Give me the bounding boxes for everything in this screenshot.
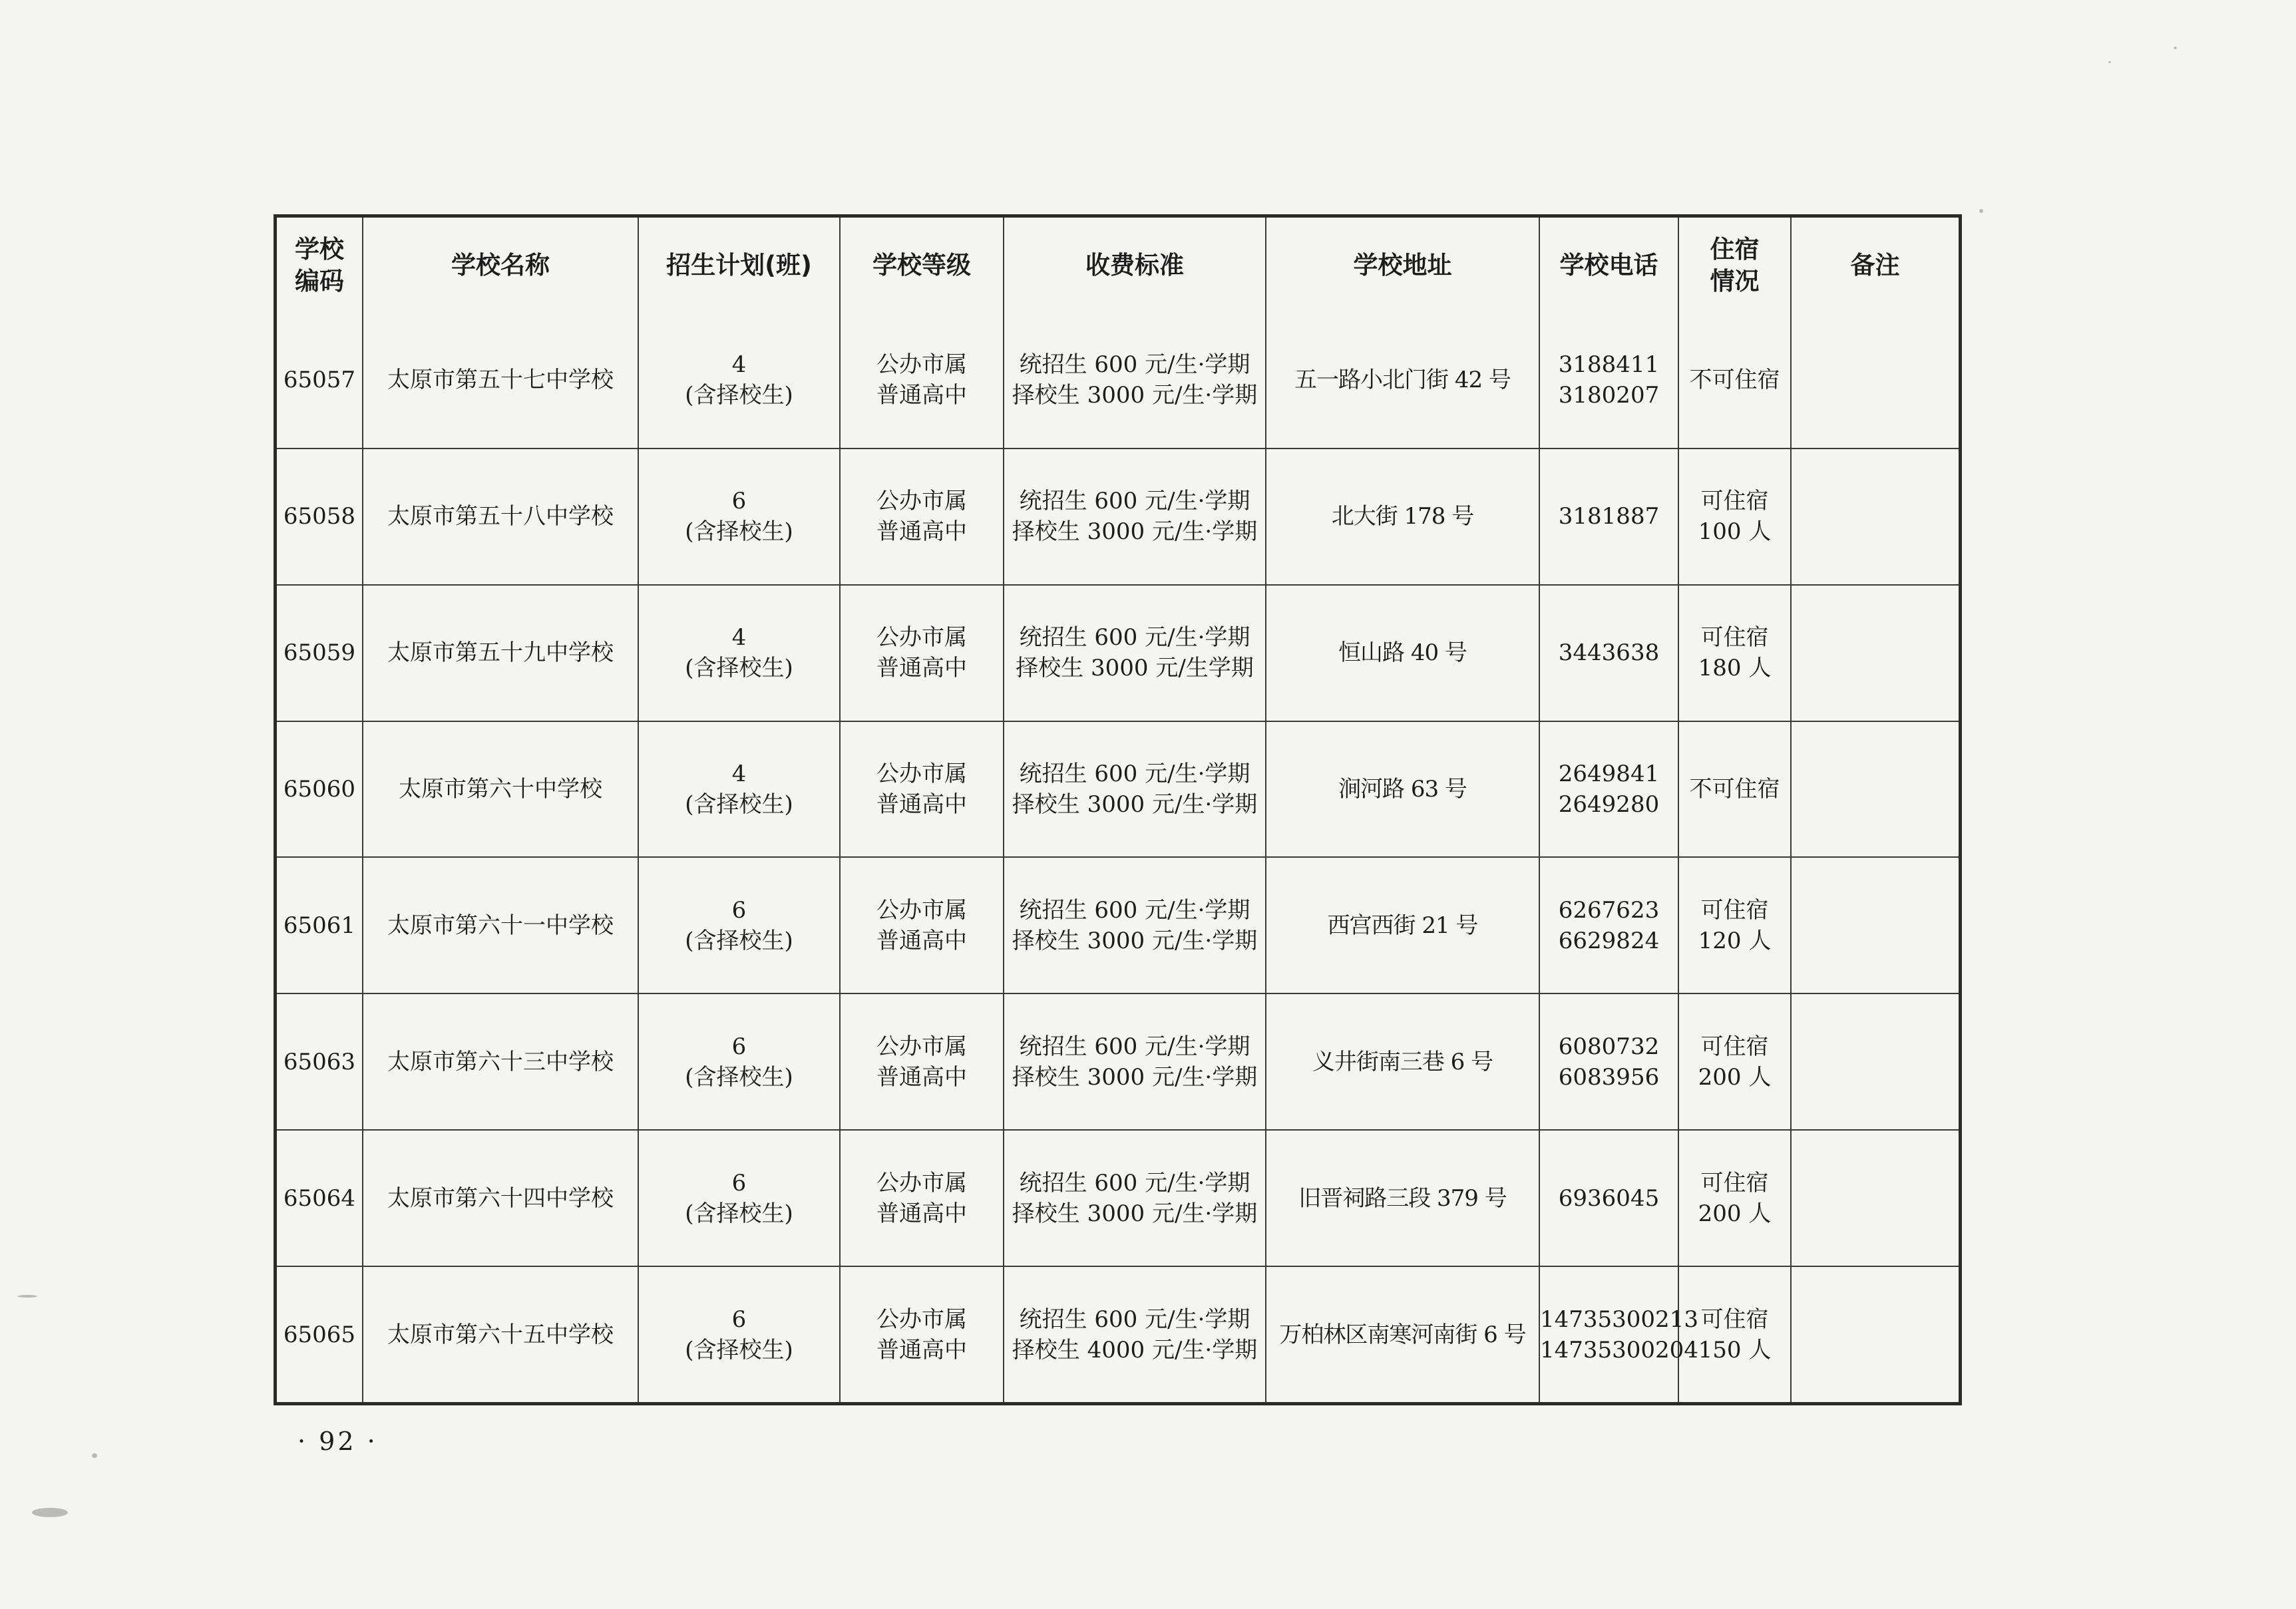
cell-text-plan: (含择校生)	[685, 791, 793, 818]
cell-plan	[638, 1266, 840, 1402]
cell-text-fee: 统招生 600 元/生·学期	[1019, 761, 1250, 788]
column-header-boarding	[1678, 218, 1791, 313]
cell-phone	[1539, 448, 1678, 585]
cell-plan	[638, 313, 840, 448]
cell-text-boarding: 不可住宿	[1689, 367, 1780, 394]
column-header-label: 编码	[295, 266, 344, 295]
cell-text-plan: (含择校生)	[685, 927, 793, 954]
table-row	[277, 721, 1959, 858]
cell-text-address: 北大街 178 号	[1331, 503, 1474, 530]
cell-text-name: 太原市第五十八中学校	[387, 503, 614, 530]
table-row	[277, 857, 1959, 993]
cell-boarding	[1678, 857, 1791, 993]
cell-text-plan: 6	[731, 1033, 747, 1060]
cell-text-plan: 6	[731, 1169, 747, 1196]
column-header-grade	[840, 218, 1004, 313]
column-header-label: 学校名称	[451, 250, 550, 279]
cell-text-name: 太原市第六十四中学校	[387, 1184, 614, 1212]
cell-text-boarding: 可住宿	[1700, 1033, 1769, 1060]
cell-text-code: 65061	[283, 912, 356, 939]
cell-text-plan: (含择校生)	[685, 1336, 793, 1363]
cell-text-grade: 公办市属	[876, 624, 967, 651]
table-header-row	[277, 218, 1959, 313]
cell-plan	[638, 585, 840, 721]
column-header-phone	[1539, 218, 1678, 313]
cell-text-grade: 公办市属	[876, 488, 967, 515]
cell-text-code: 65064	[283, 1184, 356, 1212]
column-header-label: 招生计划(班)	[666, 250, 812, 279]
cell-text-plan: (含择校生)	[685, 1200, 793, 1227]
table-row	[277, 585, 1959, 721]
column-header-label: 学校	[295, 234, 344, 264]
scan-speck	[2174, 47, 2177, 49]
cell-text-boarding: 180 人	[1698, 655, 1772, 682]
cell-code	[277, 313, 363, 448]
cell-remark	[1791, 1266, 1959, 1402]
cell-text-code: 65060	[283, 776, 356, 803]
cell-text-fee: 择校生 4000 元/生·学期	[1012, 1336, 1258, 1363]
cell-text-fee: 择校生 3000 元/生·学期	[1012, 1200, 1258, 1227]
cell-grade	[840, 1266, 1004, 1402]
cell-fee	[1004, 857, 1266, 993]
column-header-label: 备注	[1850, 250, 1900, 279]
enrollment-table-frame	[274, 214, 1962, 1405]
cell-phone	[1539, 1130, 1678, 1266]
cell-text-code: 65059	[283, 639, 356, 667]
cell-text-boarding: 150 人	[1698, 1336, 1772, 1363]
cell-name	[363, 721, 638, 858]
cell-phone	[1539, 993, 1678, 1130]
cell-text-phone: 14735300204	[1540, 1336, 1698, 1363]
cell-text-phone: 6629824	[1558, 927, 1660, 954]
cell-text-boarding: 可住宿	[1700, 624, 1769, 651]
cell-grade	[840, 857, 1004, 993]
cell-text-phone: 14735300213	[1540, 1306, 1698, 1333]
cell-text-grade: 普通高中	[876, 518, 967, 546]
cell-text-plan: (含择校生)	[685, 518, 793, 546]
cell-remark	[1791, 1130, 1959, 1266]
cell-text-boarding: 不可住宿	[1689, 776, 1780, 803]
column-header-label: 学校电话	[1559, 250, 1658, 279]
table-body	[277, 313, 1959, 1402]
cell-text-name: 太原市第六十中学校	[399, 776, 602, 803]
cell-fee	[1004, 1266, 1266, 1402]
table-row	[277, 1130, 1959, 1266]
cell-phone	[1539, 1266, 1698, 1402]
cell-text-grade: 普通高中	[876, 1200, 967, 1227]
cell-text-address: 涧河路 63 号	[1338, 776, 1467, 803]
cell-remark	[1791, 585, 1959, 721]
cell-name	[363, 857, 638, 993]
cell-boarding	[1678, 993, 1791, 1130]
column-header-name	[363, 218, 638, 313]
cell-remark	[1791, 993, 1959, 1130]
cell-text-plan: 4	[731, 761, 747, 788]
cell-phone	[1539, 857, 1678, 993]
cell-text-phone: 3188411	[1558, 351, 1660, 379]
column-header-label: 情况	[1710, 266, 1760, 295]
cell-plan	[638, 1130, 840, 1266]
cell-text-grade: 公办市属	[876, 351, 967, 379]
cell-text-boarding: 200 人	[1698, 1063, 1772, 1091]
cell-plan	[638, 857, 840, 993]
cell-plan	[638, 993, 840, 1130]
cell-text-code: 65057	[283, 367, 356, 394]
cell-text-fee: 统招生 600 元/生·学期	[1019, 351, 1250, 379]
cell-text-fee: 择校生 3000 元/生·学期	[1012, 1063, 1258, 1091]
scan-speck	[1979, 209, 1983, 213]
cell-text-fee: 统招生 600 元/生·学期	[1019, 1033, 1250, 1060]
cell-plan	[638, 721, 840, 858]
cell-text-grade: 普通高中	[876, 927, 967, 954]
cell-name	[363, 448, 638, 585]
cell-text-fee: 择校生 3000 元/生学期	[1016, 655, 1254, 682]
cell-text-phone: 6267623	[1558, 896, 1660, 924]
cell-name	[363, 1266, 638, 1402]
cell-text-name: 太原市第五十九中学校	[387, 639, 614, 667]
cell-boarding	[1678, 721, 1791, 858]
cell-text-plan: 4	[731, 351, 747, 379]
cell-name	[363, 1130, 638, 1266]
cell-text-boarding: 200 人	[1698, 1200, 1772, 1227]
cell-text-boarding: 可住宿	[1700, 1169, 1769, 1196]
school-enrollment-table	[277, 218, 1959, 1402]
column-header-code	[277, 218, 363, 313]
cell-text-boarding: 可住宿	[1700, 896, 1769, 924]
cell-text-boarding: 100 人	[1698, 518, 1772, 546]
cell-text-name: 太原市第六十一中学校	[387, 912, 614, 939]
cell-phone	[1539, 313, 1678, 448]
cell-phone	[1539, 585, 1678, 721]
column-header-fee	[1004, 218, 1266, 313]
cell-grade	[840, 585, 1004, 721]
cell-phone	[1539, 721, 1678, 858]
table-row	[277, 448, 1959, 585]
cell-code	[277, 993, 363, 1130]
cell-text-fee: 统招生 600 元/生·学期	[1019, 1169, 1250, 1196]
cell-text-name: 太原市第六十三中学校	[387, 1048, 614, 1075]
table-row	[277, 993, 1959, 1130]
cell-text-name: 太原市第六十五中学校	[387, 1321, 614, 1348]
cell-fee	[1004, 721, 1266, 858]
cell-name	[363, 993, 638, 1130]
cell-text-phone: 3180207	[1558, 382, 1660, 409]
cell-text-fee: 统招生 600 元/生·学期	[1019, 1306, 1250, 1333]
cell-text-fee: 统招生 600 元/生·学期	[1019, 896, 1250, 924]
cell-fee	[1004, 313, 1266, 448]
cell-text-address: 西宫西街 21 号	[1327, 912, 1478, 939]
column-header-address	[1266, 218, 1539, 313]
cell-remark	[1791, 448, 1959, 585]
cell-fee	[1004, 1130, 1266, 1266]
cell-plan	[638, 448, 840, 585]
cell-text-grade: 普通高中	[876, 1336, 967, 1363]
column-header-label: 住宿	[1710, 234, 1760, 264]
cell-code	[277, 448, 363, 585]
cell-text-grade: 普通高中	[876, 382, 967, 409]
cell-address	[1266, 1266, 1539, 1402]
cell-text-plan: (含择校生)	[685, 655, 793, 682]
scan-speck	[92, 1453, 97, 1458]
cell-boarding	[1678, 448, 1791, 585]
cell-code	[277, 721, 363, 858]
cell-text-grade: 公办市属	[876, 761, 967, 788]
cell-text-phone: 3181887	[1558, 503, 1660, 530]
table-row	[277, 1266, 1959, 1402]
cell-text-plan: (含择校生)	[685, 382, 793, 409]
cell-remark	[1791, 721, 1959, 858]
cell-text-plan: 6	[731, 1306, 747, 1333]
cell-grade	[840, 993, 1004, 1130]
cell-code	[277, 1130, 363, 1266]
cell-address	[1266, 585, 1539, 721]
cell-code	[277, 857, 363, 993]
cell-name	[363, 585, 638, 721]
cell-text-address: 义井街南三巷 6 号	[1312, 1048, 1493, 1075]
cell-text-address: 万柏林区南寒河南街 6 号	[1279, 1321, 1526, 1348]
cell-text-address: 旧晋祠路三段 379 号	[1298, 1184, 1507, 1212]
cell-text-boarding: 可住宿	[1700, 1306, 1769, 1333]
cell-text-address: 五一路小北门街 42 号	[1294, 367, 1511, 394]
cell-fee	[1004, 993, 1266, 1130]
cell-text-fee: 择校生 3000 元/生·学期	[1012, 927, 1258, 954]
cell-address	[1266, 313, 1539, 448]
cell-text-address: 恒山路 40 号	[1338, 639, 1467, 667]
column-header-label: 学校等级	[872, 250, 971, 279]
cell-text-phone: 2649280	[1558, 791, 1660, 818]
cell-text-phone: 6936045	[1558, 1184, 1660, 1212]
cell-address	[1266, 1130, 1539, 1266]
cell-code	[277, 1266, 363, 1402]
cell-text-grade: 公办市属	[876, 1306, 967, 1333]
cell-text-grade: 普通高中	[876, 791, 967, 818]
table-row	[277, 313, 1959, 448]
cell-address	[1266, 448, 1539, 585]
cell-address	[1266, 993, 1539, 1130]
scan-speck	[32, 1508, 68, 1517]
column-header-label: 学校地址	[1353, 250, 1452, 279]
cell-text-phone: 3443638	[1558, 639, 1660, 667]
page-number: · 92 ·	[297, 1427, 378, 1456]
cell-remark	[1791, 313, 1959, 448]
cell-grade	[840, 313, 1004, 448]
cell-grade	[840, 448, 1004, 585]
cell-text-fee: 统招生 600 元/生·学期	[1019, 488, 1250, 515]
cell-text-grade: 公办市属	[876, 896, 967, 924]
cell-text-code: 65058	[283, 503, 356, 530]
cell-text-boarding: 120 人	[1698, 927, 1772, 954]
scan-speck	[2108, 61, 2111, 63]
cell-text-fee: 择校生 3000 元/生·学期	[1012, 791, 1258, 818]
cell-boarding	[1678, 1130, 1791, 1266]
cell-boarding	[1678, 313, 1791, 448]
column-header-remark	[1791, 218, 1959, 313]
cell-boarding	[1678, 1266, 1791, 1402]
cell-text-plan: 4	[731, 624, 747, 651]
cell-text-code: 65065	[283, 1321, 356, 1348]
cell-text-phone: 2649841	[1558, 761, 1660, 788]
cell-text-plan: 6	[731, 488, 747, 515]
cell-text-name: 太原市第五十七中学校	[387, 367, 614, 394]
cell-remark	[1791, 857, 1959, 993]
cell-grade	[840, 1130, 1004, 1266]
cell-grade	[840, 721, 1004, 858]
cell-text-plan: (含择校生)	[685, 1063, 793, 1091]
cell-text-phone: 6080732	[1558, 1033, 1660, 1060]
cell-text-plan: 6	[731, 896, 747, 924]
cell-boarding	[1678, 585, 1791, 721]
cell-text-grade: 公办市属	[876, 1169, 967, 1196]
cell-text-code: 65063	[283, 1048, 356, 1075]
cell-text-boarding: 可住宿	[1700, 488, 1769, 515]
cell-text-grade: 普通高中	[876, 1063, 967, 1091]
cell-text-phone: 6083956	[1558, 1063, 1660, 1091]
column-header-label: 收费标准	[1085, 250, 1184, 279]
cell-address	[1266, 857, 1539, 993]
cell-text-grade: 普通高中	[876, 655, 967, 682]
cell-text-fee: 择校生 3000 元/生·学期	[1012, 518, 1258, 546]
cell-text-grade: 公办市属	[876, 1033, 967, 1060]
scan-speck	[17, 1295, 37, 1298]
column-header-plan	[638, 218, 840, 313]
cell-text-fee: 择校生 3000 元/生·学期	[1012, 382, 1258, 409]
cell-name	[363, 313, 638, 448]
cell-text-fee: 统招生 600 元/生·学期	[1019, 624, 1250, 651]
cell-code	[277, 585, 363, 721]
cell-fee	[1004, 585, 1266, 721]
cell-address	[1266, 721, 1539, 858]
cell-fee	[1004, 448, 1266, 585]
